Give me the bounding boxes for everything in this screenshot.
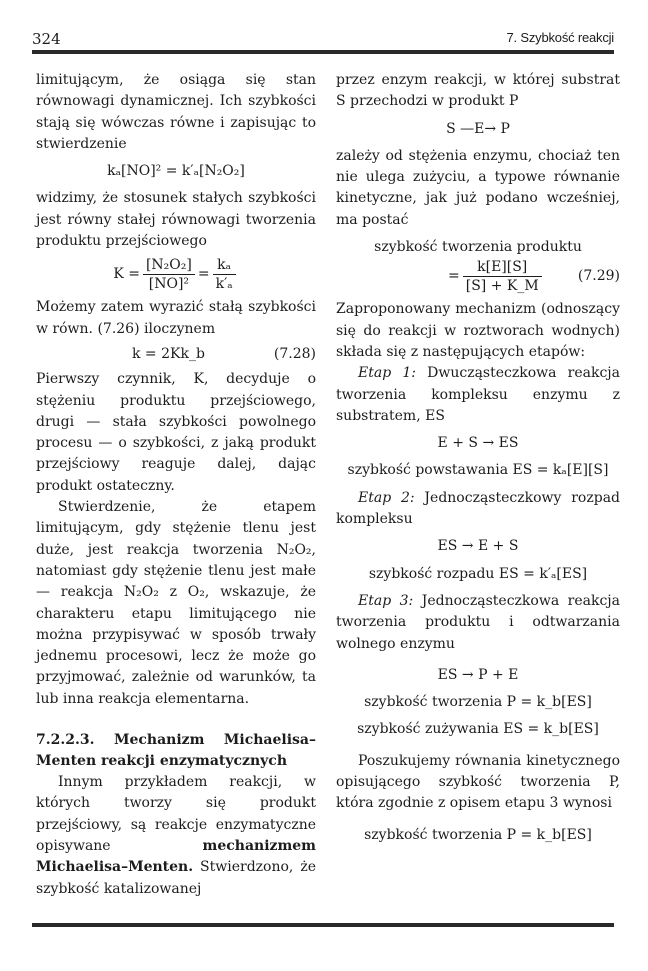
step-label: Etap 1: — [358, 365, 416, 382]
paragraph: limitującym, że osiąga się stan równowagi dynamicznej. Ich szybkości stają się wówczas równe i zapisując to stwierdzenie — [36, 72, 316, 152]
equals-sign: = — [197, 266, 210, 283]
fraction-numerator: kₐ — [213, 256, 236, 275]
equation: ES → P + E — [437, 666, 519, 683]
text-run: Stwierdzono, że szybkość katalizowanej — [36, 859, 316, 897]
equation-fraction — [36, 256, 316, 293]
fraction-numerator: k[E][S] — [463, 258, 542, 277]
equation-lhs: K = — [113, 266, 140, 283]
equation: szybkość powstawania ES = kₐ[E][S] — [347, 462, 609, 479]
paragraph: przez enzym reakcji, w której substrat S przechodzi w produkt P — [336, 72, 620, 110]
fraction — [213, 256, 236, 293]
equation-numbered — [36, 344, 316, 365]
paragraph: widzimy, że stosunek stałych szybkości jest równy stałej równowagi tworzenia produktu przejściowego — [36, 190, 316, 250]
step-label: Etap 2: — [358, 489, 415, 506]
fraction — [463, 258, 542, 295]
equation-number: (7.29) — [577, 268, 620, 285]
paragraph — [336, 488, 620, 531]
equation: kₐ[NO]² = k′ₐ[N₂O₂] — [107, 163, 245, 180]
paragraph: Możemy zatem wyrazić stałą szybkości w równ. (7.26) iloczynem — [36, 299, 316, 337]
text-run: Innym przykładem reakcji, w których tworzy się produkt przejściowy, są reakcje enzymatyczne opisywane — [36, 774, 316, 854]
equation: szybkość rozpadu ES = k′ₐ[ES] — [368, 565, 588, 582]
section-title: 7.2.2.3. Mechanizm Michaelisa–Menten reakcji enzymatycznych — [36, 732, 316, 770]
fraction-denominator: [NO]² — [148, 276, 190, 293]
bold-term: mechanizmem Michaelisa–Menten. — [36, 837, 316, 876]
paragraph: Stwierdzenie, że etapem limitującym, gdy stężenie tlenu jest duże, jest reakcja tworzenia N₂O₂, natomiast gdy stężenie tlenu jest małe — reakcja N₂O₂ z O₂, wskazuje, że charakteru etapu limitującego nie można przypisywać w sposób trwały jednemu procesowi, lecz że może go przyjmować, zależnie od warunków, ta lub inna reakcja elementarna. — [36, 499, 316, 707]
page-number: 324 — [32, 30, 61, 48]
left-column — [36, 70, 316, 900]
right-column — [336, 70, 620, 852]
footer-rule — [32, 923, 614, 927]
equation-label: szybkość tworzenia produktu — [374, 239, 582, 256]
header-rule — [32, 50, 614, 54]
fraction-denominator: [S] + K_M — [465, 278, 539, 295]
paragraph: Poszukujemy równania kinetycznego opisującego szybkość tworzenia P, która zgodnie z opisem etapu 3 wynosi — [336, 752, 620, 812]
text-run: Jednocząsteczkowa reakcja tworzenia produktu i odtwarzania wolnego enzymu — [336, 592, 620, 652]
paragraph: Pierwszy czynnik, K, decyduje o stężeniu produktu przejściowego, drugi — stała szybkości powolnego procesu — o szybkości, z jaką produkt przejściowy reaguje dalej, dając produkt ostateczny. — [36, 371, 316, 494]
text-run: Jednocząsteczkowy rozpad kompleksu — [336, 489, 621, 528]
fraction — [143, 256, 195, 293]
equation: szybkość zużywania ES = k_b[ES] — [357, 721, 599, 738]
equation-number: (7.28) — [273, 345, 316, 362]
paragraph: Zaproponowany mechanizm (odnoszący się do reakcji w roztworach wodnych) składa się z następujących etapów: — [336, 301, 620, 360]
step-label: Etap 3: — [358, 592, 414, 609]
equation-numbered — [336, 258, 620, 295]
equals-sign: = — [448, 268, 460, 285]
equation: E + S → ES — [437, 435, 519, 452]
equation: szybkość tworzenia P = k_b[ES] — [364, 694, 592, 711]
equation: szybkość tworzenia P = k_b[ES] — [364, 826, 592, 843]
running-title: 7. Szybkość reakcji — [506, 30, 614, 45]
page-header — [32, 30, 614, 48]
equation: k = 2Kk_b — [132, 345, 205, 362]
equation: S —E→ P — [446, 120, 510, 137]
equation: ES → E + S — [437, 538, 519, 555]
paragraph: zależy od stężenia enzymu, chociaż ten nie ulega zużyciu, a typowe równanie kinetyczne, jak już podano wcześniej, ma postać — [336, 147, 620, 228]
paragraph — [336, 363, 620, 427]
fraction-denominator: k′ₐ — [215, 276, 233, 293]
fraction-numerator: [N₂O₂] — [143, 256, 195, 275]
paragraph — [336, 591, 620, 655]
paragraph — [36, 772, 316, 900]
text-run: Dwucząsteczkowa reakcja tworzenia kompleksu enzymu z substratem, ES — [336, 365, 620, 424]
